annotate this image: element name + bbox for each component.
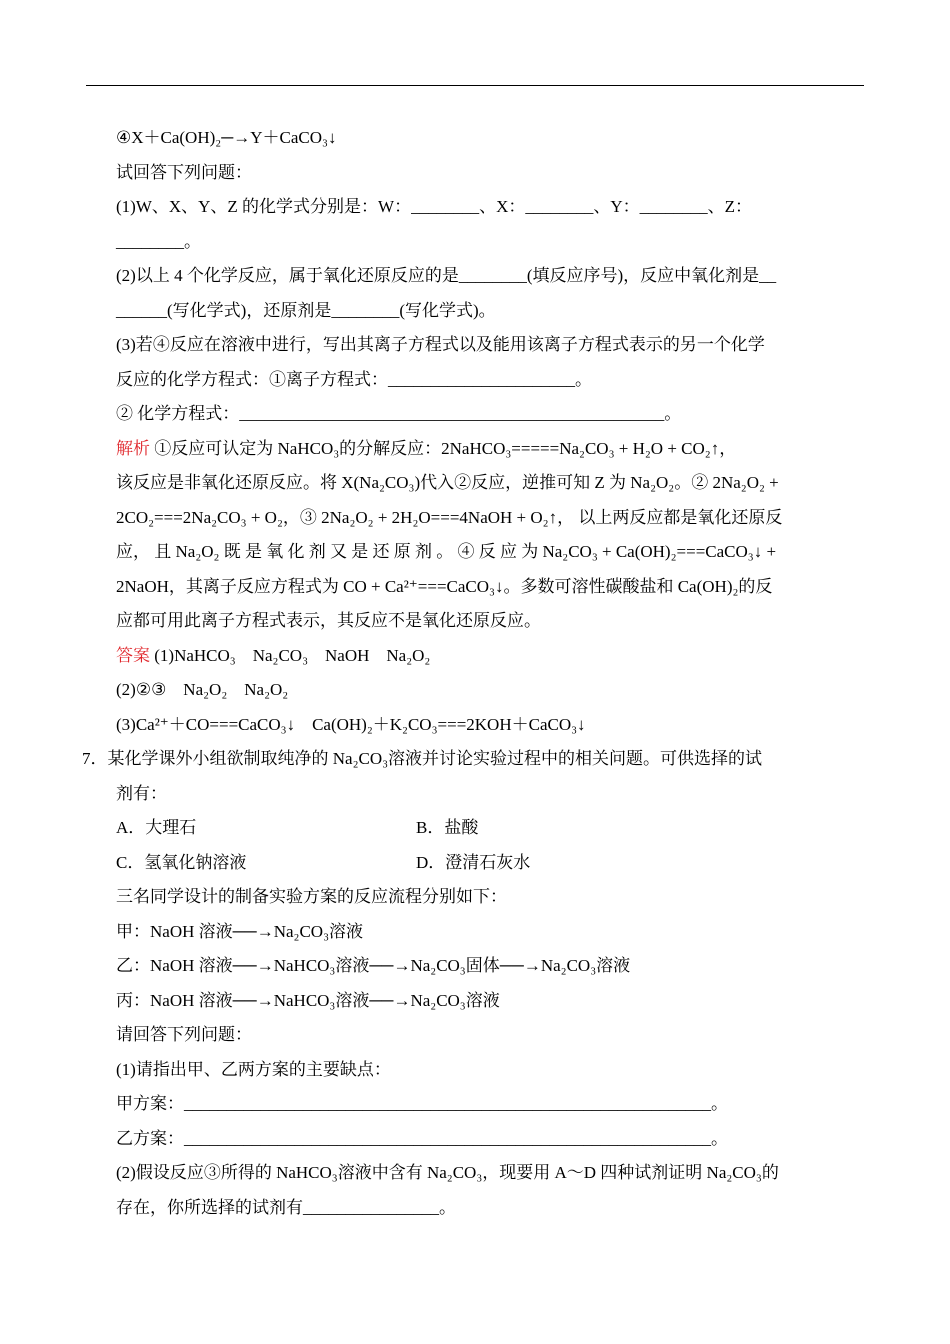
analysis-line-6: 应都可用此离子方程式表示，其反应不是氧化还原反应。 xyxy=(116,611,541,630)
answer-line-3: (3)Ca²⁺＋CO===CaCO₃↓ Ca(OH)₂＋K₂CO₃===2KOH＋CaCO₃↓ xyxy=(116,714,586,734)
q7-ask: 请回答下列问题： xyxy=(116,1025,252,1044)
flow-bing: 丙：NaOH 溶液──→NaHCO₃溶液──→Na₂CO₃溶液 xyxy=(116,990,500,1010)
analysis-line-3: 2CO₂===2Na₂CO₃ + O₂，③ 2Na₂O₂ + 2H₂O===4NaOH + O₂↑， 以上两反应都是氧化还原反 xyxy=(116,507,783,527)
analysis-line-1 xyxy=(116,432,864,467)
option-d: D．澄清石灰水 xyxy=(416,852,531,872)
question-prompt: 试回答下列问题： xyxy=(116,162,252,182)
document-body xyxy=(82,121,864,1225)
q7-stem-1: 7．某化学课外小组欲制取纯净的 Na₂CO₃溶液并讨论实验过程中的相关问题。可供选择的试 xyxy=(82,749,763,768)
answer-text-1: (1)NaHCO₃ Na₂CO₃ NaOH Na₂O₂ xyxy=(154,645,431,665)
analysis-text-1: ①反应可认定为 NaHCO₃的分解反应：2NaHCO₃=====Na₂CO₃ + H₂O + CO₂↑， xyxy=(154,438,737,458)
answer-label: 答案 xyxy=(116,645,150,665)
analysis-label: 解析 xyxy=(116,438,150,458)
reaction-4: ④X＋Ca(OH)₂─→Y＋CaCO₃↓ xyxy=(116,128,337,147)
analysis-line-4: 应， 且 Na₂O₂ 既 是 氧 化 剂 又 是 还 原 剂 。 ④ 反 应 为 Na₂CO₃ + Ca(OH)₂===CaCO₃↓ + xyxy=(116,542,777,561)
sub-question-3-eq: ② 化学方程式：__________________________________________________。 xyxy=(116,404,682,423)
option-b: B．盐酸 xyxy=(416,818,479,837)
sub-question-2: (2)以上 4 个化学反应，属于氧化还原反应的是________(填反应序号)，反应中氧化剂是__ xyxy=(116,266,777,285)
sub-question-3-cont: 反应的化学方程式：①离子方程式：______________________。 xyxy=(116,369,592,389)
sub-question-1: (1)W、X、Y、Z 的化学式分别是：W：________、X：________、Y：________、Z： xyxy=(116,197,753,216)
q7-yi-answer: 乙方案：______________________________________________________________。 xyxy=(116,1128,728,1148)
answer-line-1 xyxy=(116,639,864,674)
flow-yi: 乙：NaOH 溶液──→NaHCO₃溶液──→Na₂CO₃固体──→Na₂CO₃溶液 xyxy=(116,956,631,975)
q7-options-row-2 xyxy=(116,846,864,881)
q7-stem-2: 剂有： xyxy=(116,783,167,803)
q7-sub-2: (2)假设反应③所得的 NaHCO₃溶液中含有 Na₂CO₃，现要用 A～D 四种试剂证明 Na₂CO₃的 xyxy=(116,1163,779,1182)
q7-options-row-1 xyxy=(116,811,864,846)
answer-line-2: (2)②③ Na₂O₂ Na₂O₂ xyxy=(116,680,289,699)
analysis-line-5: 2NaOH，其离子反应方程式为 CO + Ca²⁺===CaCO₃↓。多数可溶性碳酸盐和 Ca(OH)₂的反 xyxy=(116,576,773,596)
q7-jia-answer: 甲方案：______________________________________________________________。 xyxy=(116,1094,728,1113)
sub-question-2-cont: ______(写化学式)，还原剂是________(写化学式)。 xyxy=(116,300,496,320)
q7-sub-1: (1)请指出甲、乙两方案的主要缺点： xyxy=(116,1059,391,1079)
sub-question-1-cont: ________。 xyxy=(116,231,201,251)
flow-jia: 甲：NaOH 溶液──→Na₂CO₃溶液 xyxy=(116,921,364,941)
sub-question-3: (3)若④反应在溶液中进行，写出其离子方程式以及能用该离子方程式表示的另一个化学 xyxy=(116,335,765,354)
header-rule xyxy=(86,85,864,86)
analysis-line-2: 该反应是非氧化还原反应。将 X(Na₂CO₃)代入②反应，逆推可知 Z 为 Na₂O₂。② 2Na₂O₂ + xyxy=(116,473,779,492)
flow-intro: 三名同学设计的制备实验方案的反应流程分别如下： xyxy=(116,887,507,906)
option-a: A．大理石 xyxy=(116,818,197,837)
q7-sub-2-cont: 存在，你所选择的试剂有________________。 xyxy=(116,1197,456,1217)
option-c: C．氢氧化钠溶液 xyxy=(116,852,247,872)
